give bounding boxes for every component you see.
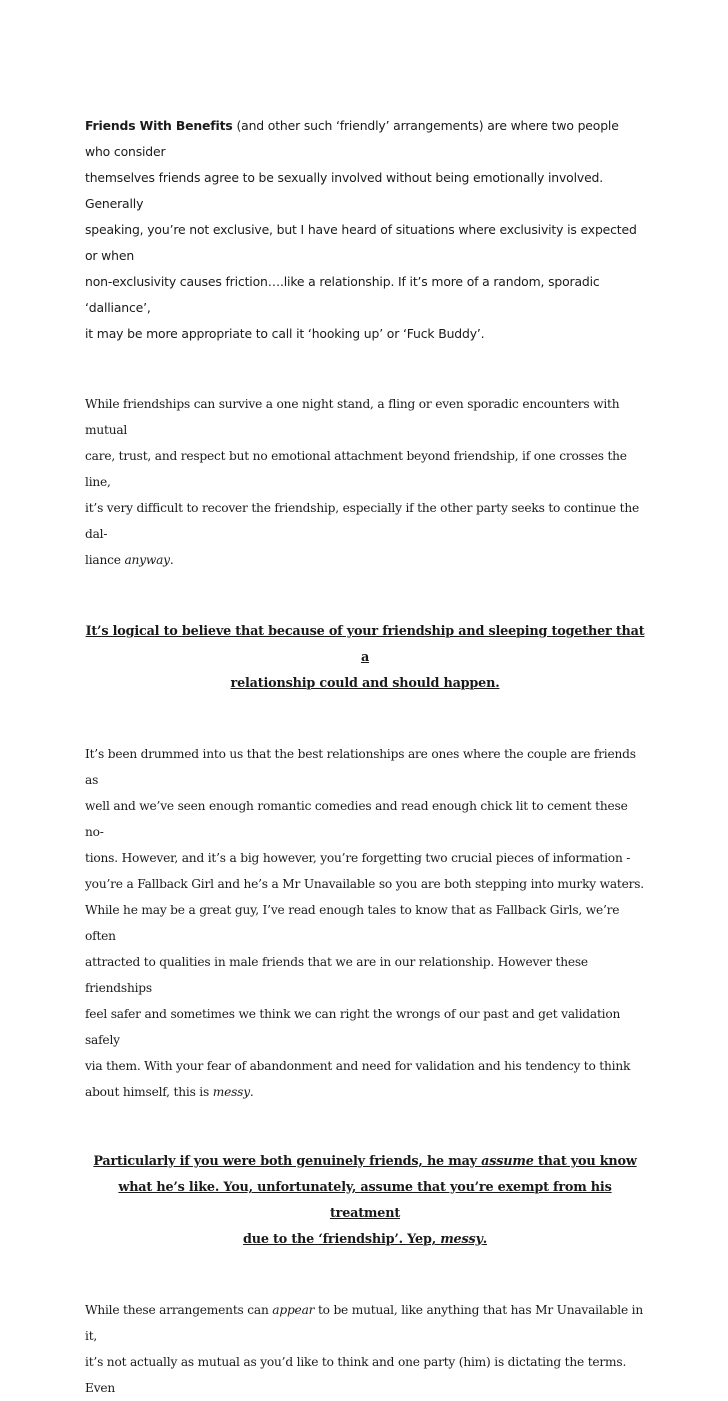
text-line: feel safer and sometimes we think we can right the wrongs of our past and get validation safely xyxy=(85,1007,621,1047)
emphasis: anyway xyxy=(124,553,170,567)
text-line: about himself, this is xyxy=(85,1085,213,1099)
emphasis: assume xyxy=(481,1154,534,1169)
text-line: liance xyxy=(85,553,125,567)
text-line: tions. However, and it’s a big however, you’re forgetting two crucial pieces of information - xyxy=(85,851,631,865)
text-line: While he may be a great guy, I’ve read enough tales to know that as Fallback Girls, we’re often xyxy=(85,903,620,943)
paragraph-best-relationships xyxy=(85,741,645,1105)
emphasis: messy xyxy=(212,1085,250,1099)
text-line: . xyxy=(169,553,174,567)
paragraph-arrangements-mutual xyxy=(85,1297,645,1401)
pull-quote-genuine-friends xyxy=(85,1149,645,1253)
pull-quote-line: relationship could and should happen. xyxy=(230,676,500,691)
text-line: you’re a Fallback Girl and he’s a Mr Unavailable so you are both stepping into murky waters. xyxy=(85,877,644,891)
emphasis: appear xyxy=(272,1303,315,1317)
text-line: to be mutual, like anything that has Mr Unavailable in it, xyxy=(85,1303,643,1343)
text-line: . xyxy=(249,1085,254,1099)
pull-quote-line: . xyxy=(482,1232,488,1247)
text-line: attracted to qualities in male friends that we are in our relationship. However these friendships xyxy=(85,955,588,995)
lead-term: Friends With Benefits xyxy=(85,118,233,133)
text-line: While these arrangements can xyxy=(85,1303,273,1317)
pull-quote-line: It’s logical to believe that because of your friendship and sleeping together that a xyxy=(85,624,645,665)
text-line: well and we’ve seen enough romantic comedies and read enough chick lit to cement these no- xyxy=(85,799,628,839)
text-line: (and other such ‘friendly’ arrangements) are where two people who consider xyxy=(85,118,619,159)
pull-quote-line: due to the ‘friendship’. Yep, xyxy=(242,1232,441,1247)
text-line: care, trust, and respect but no emotional attachment beyond friendship, if one crosses the line, xyxy=(85,449,627,489)
text-line: it’s not actually as mutual as you’d like to think and one party (him) is dictating the terms. Even xyxy=(85,1355,627,1395)
pull-quote-line: Particularly if you were both genuinely friends, he may xyxy=(93,1154,482,1169)
text-line: themselves friends agree to be sexually involved without being emotionally involved. Generally xyxy=(85,170,604,211)
text-line: it may be more appropriate to call it ‘hooking up’ or ‘Fuck Buddy’. xyxy=(85,326,485,341)
paragraph-friendship-survival xyxy=(85,391,645,573)
text-line: via them. With your fear of abandonment and need for validation and his tendency to think xyxy=(85,1059,631,1073)
pull-quote-logical-belief xyxy=(85,619,645,697)
pull-quote-line: that you know xyxy=(533,1154,637,1169)
text-line: it’s very difficult to recover the friendship, especially if the other party seeks to continue the dal- xyxy=(85,501,639,541)
emphasis: messy xyxy=(440,1232,483,1247)
text-line: It’s been drummed into us that the best relationships are ones where the couple are friends as xyxy=(85,747,636,787)
text-line: While friendships can survive a one night stand, a fling or even sporadic encounters with mutual xyxy=(85,397,620,437)
paragraph-fwb-definition xyxy=(85,113,645,347)
text-line: speaking, you’re not exclusive, but I have heard of situations where exclusivity is expected or when xyxy=(85,222,637,263)
document-page xyxy=(85,113,645,1401)
text-line: non-exclusivity causes friction….like a relationship. If it’s more of a random, sporadic ‘dalliance’, xyxy=(85,274,600,315)
pull-quote-line: what he’s like. You, unfortunately, assume that you’re exempt from his treatment xyxy=(118,1180,612,1221)
